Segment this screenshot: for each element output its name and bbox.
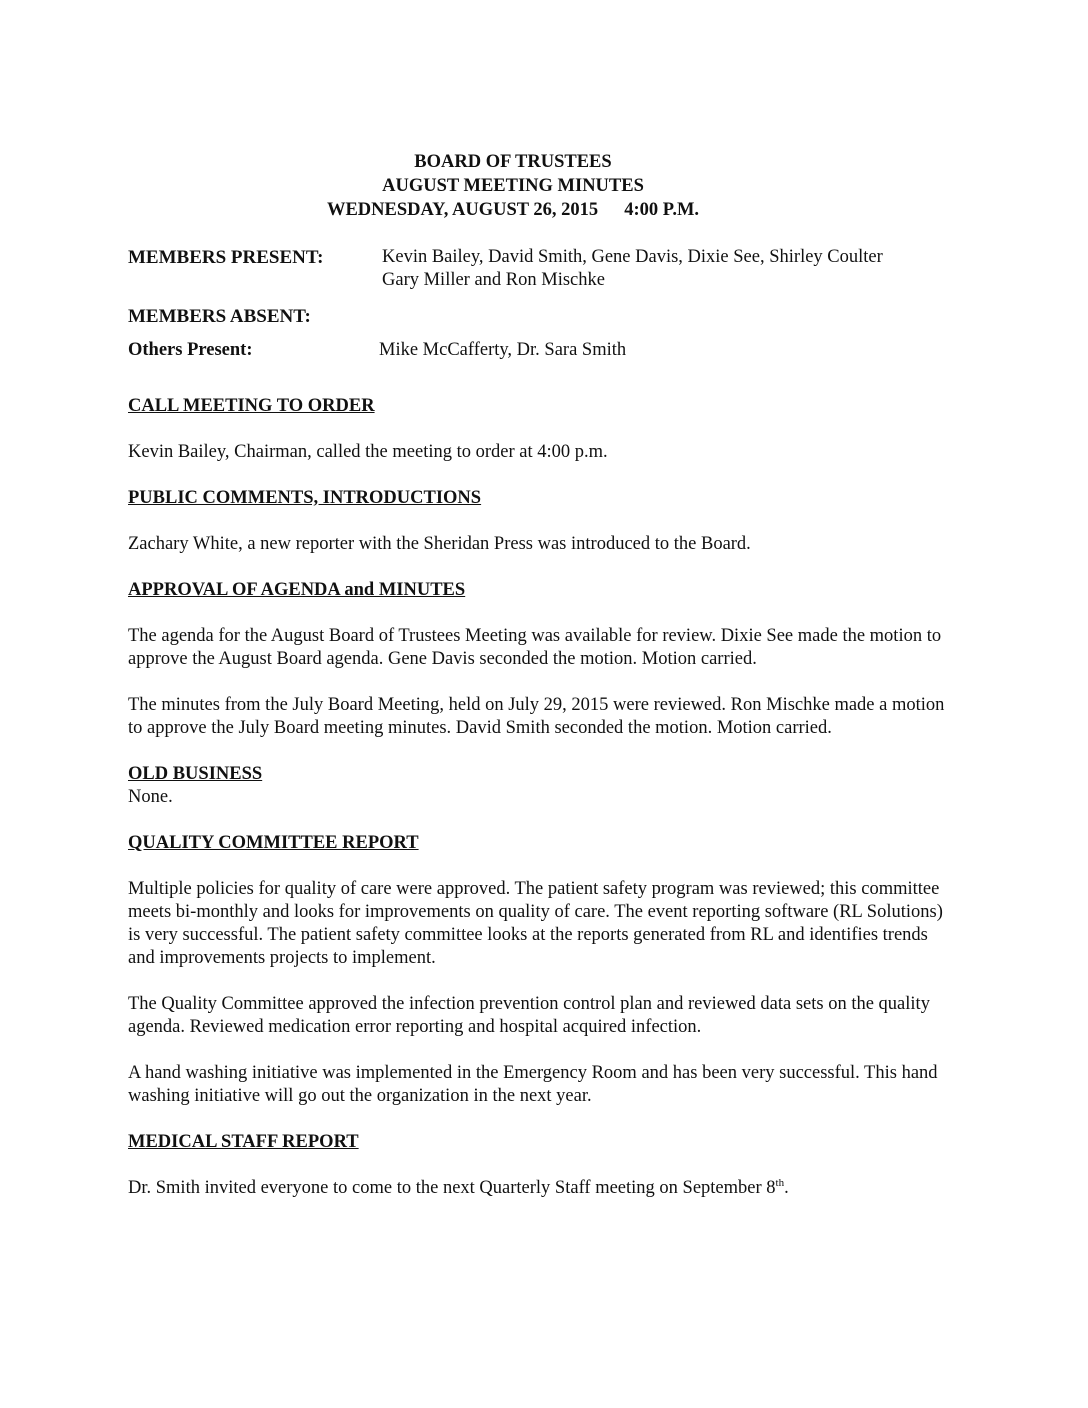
members-present-line: Gary Miller and Ron Mischke <box>382 270 605 290</box>
ordinal-suffix: th <box>775 1176 785 1189</box>
members-present-list <box>382 246 948 292</box>
section-heading-quality: QUALITY COMMITTEE REPORT <box>128 833 419 853</box>
others-present-label: Others Present: <box>128 340 253 360</box>
approval-paragraph: The agenda for the August Board of Trustees Meeting was available for review. Dixie See made the motion to approve the August Board agenda. Gene Davis seconded the motion. Motion carried. <box>128 626 942 669</box>
document-header <box>128 150 898 222</box>
old-business-text: None. <box>128 787 173 807</box>
members-present-line: Kevin Bailey, David Smith, Gene Davis, Dixie See, Shirley Coulter <box>382 247 883 267</box>
section-heading-public-comments: PUBLIC COMMENTS, INTRODUCTIONS <box>128 488 482 508</box>
section-heading-medical-staff: MEDICAL STAFF REPORT <box>128 1132 359 1152</box>
quality-paragraph: The Quality Committee approved the infection prevention control plan and reviewed data sets on the quality agenda. Reviewed medication error reporting and hospital acquired infection. <box>128 994 930 1037</box>
header-subtitle: AUGUST MEETING MINUTES <box>382 176 644 196</box>
members-absent-label: MEMBERS ABSENT: <box>128 306 311 327</box>
meeting-time: 4:00 P.M. <box>624 200 700 220</box>
sentence-end: . <box>784 1178 789 1198</box>
others-present-list: Mike McCafferty, Dr. Sara Smith <box>379 340 627 360</box>
meeting-date: WEDNESDAY, AUGUST 26, 2015 <box>326 200 599 220</box>
call-to-order-text: Kevin Bailey, Chairman, called the meeting to order at 4:00 p.m. <box>128 442 608 462</box>
medical-staff-sentence: Dr. Smith invited everyone to come to the next Quarterly Staff meeting on September 8 <box>128 1178 776 1198</box>
document-page <box>128 150 948 1200</box>
header-date-time <box>128 198 898 222</box>
section-heading-approval: APPROVAL OF AGENDA and MINUTES <box>128 580 466 600</box>
medical-staff-text <box>128 1177 948 1200</box>
quality-paragraph: A hand washing initiative was implemented in the Emergency Room and has been very successful. This hand washing initiative will go out the organization in the next year. <box>128 1063 938 1106</box>
members-present-row <box>128 246 948 292</box>
members-present-label: MEMBERS PRESENT: <box>128 247 324 268</box>
quality-paragraph: Multiple policies for quality of care were approved. The patient safety program was reviewed; this committee meets bi-monthly and looks for improvements on quality of care. The event reporting software (RL Solutions) is very successful. The patient safety committee looks at the reports generated from RL and identifies trends and improvements projects to implement. <box>128 879 943 968</box>
others-present-row <box>128 339 948 362</box>
section-heading-old-business: OLD BUSINESS <box>128 764 263 784</box>
approval-paragraph: The minutes from the July Board Meeting, held on July 29, 2015 were reviewed. Ron Mischke made a motion to approve the July Board meeting minutes. David Smith seconded the motion. Motion carried. <box>128 695 945 738</box>
public-comments-text: Zachary White, a new reporter with the Sheridan Press was introduced to the Board. <box>128 534 751 554</box>
section-heading-call-to-order: CALL MEETING TO ORDER <box>128 396 375 416</box>
header-title: BOARD OF TRUSTEES <box>414 152 612 172</box>
